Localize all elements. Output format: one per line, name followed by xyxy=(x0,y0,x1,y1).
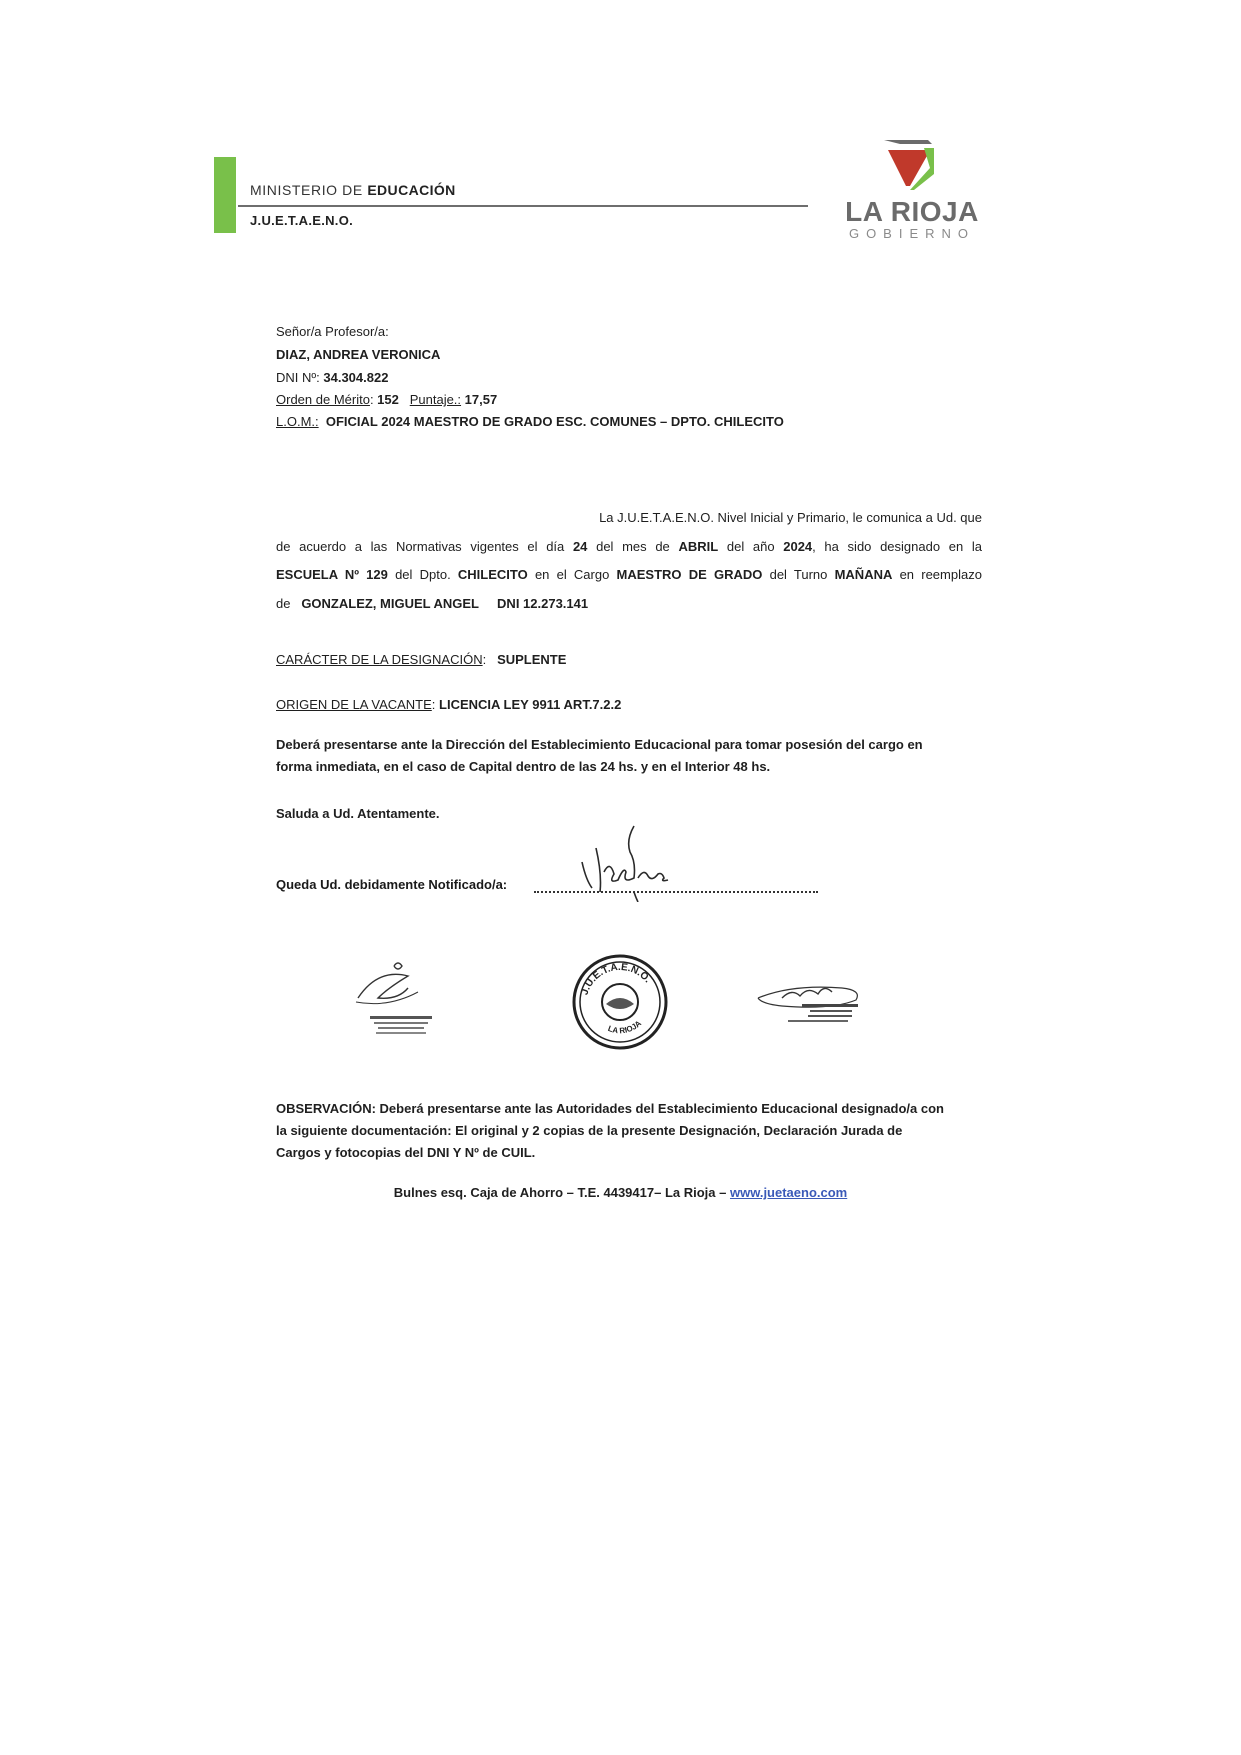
origen-label: ORIGEN DE LA VACANTE xyxy=(276,697,432,712)
school-name: ESCUELA Nº 129 xyxy=(276,567,388,582)
ministry-bold: EDUCACIÓN xyxy=(367,182,456,198)
la-rioja-emblem-icon xyxy=(880,134,940,194)
presentarse-line-2: forma inmediata, en el caso de Capital dentro de las 24 hs. y en el Interior 48 hs. xyxy=(276,759,771,774)
ministry-prefix: MINISTERIO DE xyxy=(250,182,363,198)
svg-text:LA RIOJA xyxy=(607,1019,644,1036)
observation-line-3: Cargos y fotocopias del DNI Y Nº de CUIL. xyxy=(276,1145,536,1160)
recipient-name: DIAZ, ANDREA VERONICA xyxy=(276,347,441,362)
caracter-value: SUPLENTE xyxy=(497,652,567,667)
salutation: Señor/a Profesor/a: xyxy=(276,324,389,339)
dni-line xyxy=(276,370,388,385)
logo-title: LA RIOJA xyxy=(845,196,979,227)
caracter-label: CARÁCTER DE LA DESIGNACIÓN xyxy=(276,652,483,667)
observation-line-2: la siguiente documentación: El original y 2 copias de la presente Designación, Declaración Jurada de xyxy=(276,1123,903,1138)
handwritten-signature-icon xyxy=(578,822,688,902)
dni-value: 34.304.822 xyxy=(323,370,389,385)
left-signature-stamp-icon xyxy=(348,958,458,1048)
header-accent-bar xyxy=(214,157,236,233)
merit-line: Orden de Mérito: 152 Puntaje.: 17,57 xyxy=(276,392,498,407)
lom-line xyxy=(276,414,784,429)
official-round-seal-icon xyxy=(570,952,670,1052)
body-line-3 xyxy=(276,567,982,582)
dni-label: DNI Nº: xyxy=(276,370,320,385)
logo-subtitle: GOBIERNO xyxy=(848,226,976,241)
body-intro: La J.U.E.T.A.E.N.O. Nivel Inicial y Primario, le comunica a Ud. que xyxy=(599,510,982,525)
website-link[interactable]: www.juetaeno.com xyxy=(729,1185,848,1200)
body-line-2 xyxy=(276,539,982,554)
notification-label: Queda Ud. debidamente Notificado/a: xyxy=(276,877,508,892)
designation-year: 2024 xyxy=(783,539,813,554)
department: CHILECITO xyxy=(457,567,528,582)
score-value: 17,57 xyxy=(464,392,498,407)
designation-day: 24 xyxy=(572,539,588,554)
text-fragment: , ha sido designado en la xyxy=(812,539,982,554)
right-signature-stamp-icon xyxy=(752,980,872,1040)
replaced-teacher-dni: DNI 12.273.141 xyxy=(497,596,589,611)
ministry-name xyxy=(250,182,456,198)
caracter-line: CARÁCTER DE LA DESIGNACIÓN: SUPLENTE xyxy=(276,652,567,667)
closing-salutation: Saluda a Ud. Atentamente. xyxy=(276,806,440,821)
designation-month: ABRIL xyxy=(678,539,719,554)
seal-top-text: J.U.E.T.A.E.N.O. xyxy=(579,961,653,997)
presentarse-paragraph xyxy=(276,734,982,778)
replaced-teacher: GONZALEZ, MIGUEL ANGEL xyxy=(301,596,479,611)
position: MAESTRO DE GRADO xyxy=(616,567,763,582)
text-fragment: del año xyxy=(726,539,775,554)
origen-line: ORIGEN DE LA VACANTE: LICENCIA LEY 9911 ART.7.2.2 xyxy=(276,697,622,712)
text-fragment: del mes de xyxy=(596,539,670,554)
presentarse-line-1: Deberá presentarse ante la Dirección del Establecimiento Educacional para tomar posesión del cargo en xyxy=(276,737,923,752)
text-fragment: del Turno xyxy=(769,567,828,582)
header-divider xyxy=(238,205,808,207)
organization-name: J.U.E.T.A.E.N.O. xyxy=(250,213,354,228)
merit-value: 152 xyxy=(377,392,399,407)
lom-label: L.O.M.: xyxy=(276,414,319,429)
origen-value: LICENCIA LEY 9911 ART.7.2.2 xyxy=(439,697,622,712)
lom-value: OFICIAL 2024 MAESTRO DE GRADO ESC. COMUNES – DPTO. CHILECITO xyxy=(325,414,784,429)
text-fragment: del Dpto. xyxy=(395,567,451,582)
observation-paragraph xyxy=(276,1098,982,1164)
merit-label: Orden de Mérito xyxy=(276,392,370,407)
seal-bottom-text: LA RIOJA xyxy=(606,1018,644,1036)
score-label: Puntaje.: xyxy=(409,392,462,407)
text-fragment: de acuerdo a las Normativas vigentes el día xyxy=(276,539,565,554)
text-fragment: en el Cargo xyxy=(534,567,610,582)
shift: MAÑANA xyxy=(834,567,893,582)
la-rioja-logo xyxy=(842,134,982,244)
text-fragment: de xyxy=(276,596,291,611)
body-line-4 xyxy=(276,596,982,611)
text-fragment: en reemplazo xyxy=(899,567,982,582)
observation-line-1: OBSERVACIÓN: Deberá presentarse ante las Autoridades del Establecimiento Educacional designado/a con xyxy=(276,1101,945,1116)
footer-address: Bulnes esq. Caja de Ahorro – T.E. 4439417– La Rioja – xyxy=(393,1185,727,1200)
footer xyxy=(0,1185,1241,1200)
